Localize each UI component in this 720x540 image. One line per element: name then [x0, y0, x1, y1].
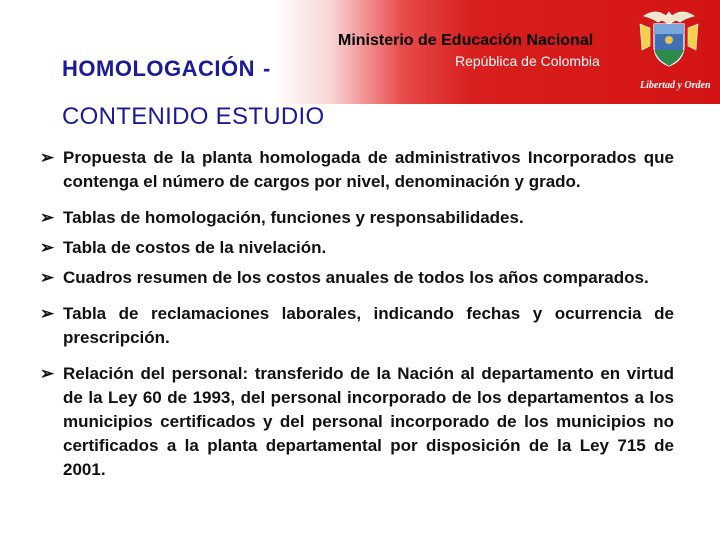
bullet-item [40, 266, 674, 290]
ministry-name: Ministerio de Educación Nacional [338, 32, 594, 49]
arrow-bullet-icon: ➢ [40, 208, 55, 227]
bullet-text: Tabla de reclamaciones laborales, indicando fechas y ocurrencia de prescripción. [63, 304, 674, 347]
bullet-item [40, 236, 674, 260]
republic-name: República de Colombia [455, 53, 600, 69]
bullet-text: Cuadros resumen de los costos anuales de todos los años comparados. [63, 268, 649, 287]
arrow-bullet-icon: ➢ [40, 238, 55, 257]
arrow-bullet-icon: ➢ [40, 304, 55, 323]
arrow-bullet-icon: ➢ [40, 364, 55, 383]
slide-title-text: HOMOLOGACIÓN [62, 56, 255, 81]
bullet-item [40, 302, 674, 350]
bullet-item [40, 206, 674, 230]
bullet-list [40, 146, 674, 494]
bullet-text: Tablas de homologación, funciones y responsabilidades. [63, 208, 524, 227]
header-band [0, 0, 720, 104]
motto-text: Libertad y Orden [640, 80, 711, 91]
bullet-item [40, 362, 674, 482]
section-title: CONTENIDO ESTUDIO [62, 103, 325, 130]
arrow-bullet-icon: ➢ [40, 268, 55, 287]
bullet-text: Propuesta de la planta homologada de administrativos Incorporados que contenga el número de cargos por nivel, denominación y grado. [63, 148, 674, 191]
slide-title-dash: - [263, 56, 271, 81]
arrow-bullet-icon: ➢ [40, 148, 55, 167]
bullet-text: Tabla de costos de la nivelación. [63, 238, 327, 257]
bullet-text: Relación del personal: transferido de la Nación al departamento en virtud de la Ley 60 de 1993, del personal incorporado de los departamentos a los municipios certificados y del personal incorporado de los municipios no certificados a la planta departamental por disposición de la Ley 715 de 2001. [63, 364, 674, 479]
slide-title [62, 56, 271, 82]
bullet-item [40, 146, 674, 194]
colombia-coat-of-arms-icon [636, 6, 702, 70]
